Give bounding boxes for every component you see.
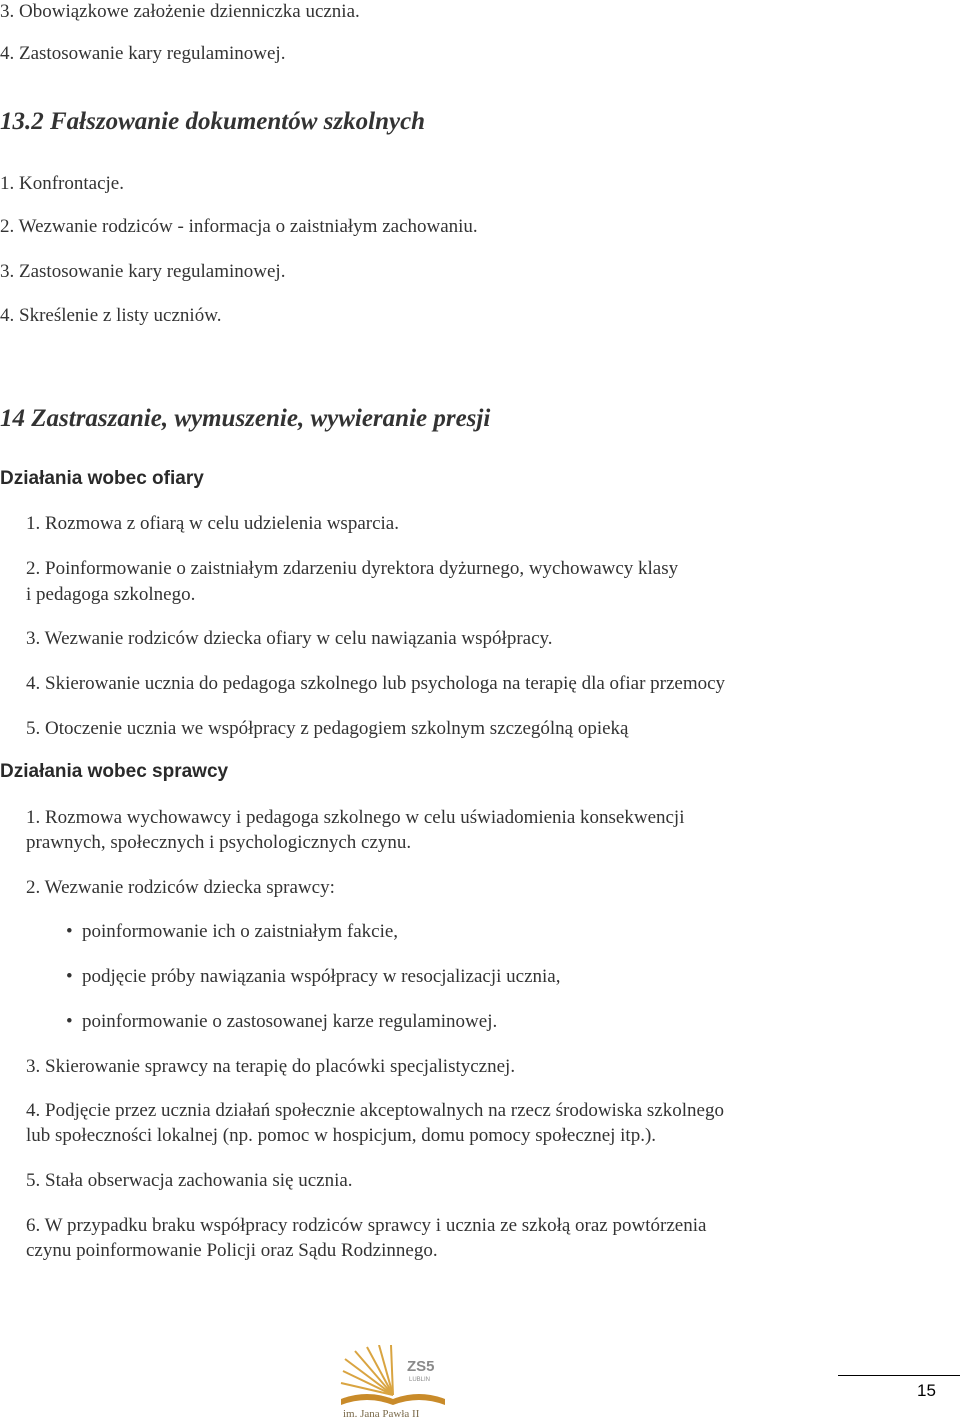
list-item-continuation: czynu poinformowanie Policji oraz Sądu Rodzinnego.: [26, 1240, 438, 1261]
bullet-text: podjęcie próby nawiązania współpracy w resocjalizacji ucznia,: [82, 966, 561, 987]
bullet-icon: •: [66, 921, 73, 942]
list-item-continuation: prawnych, społecznych i psychologicznych czynu.: [26, 832, 412, 853]
list-item: 5. Stała obserwacja zachowania się ucznia.: [26, 1170, 353, 1191]
list-item: 2. Wezwanie rodziców - informacja o zaistniałym zachowaniu.: [0, 216, 478, 237]
list-item: 2. Wezwanie rodziców dziecka sprawcy:: [26, 877, 335, 898]
list-item: 3. Zastosowanie kary regulaminowej.: [0, 261, 286, 282]
bullet-text: poinformowanie o zastosowanej karze regulaminowej.: [82, 1011, 498, 1032]
list-item: 2. Poinformowanie o zaistniałym zdarzeniu dyrektora dyżurnego, wychowawcy klasy: [26, 558, 679, 579]
page-number: 15: [917, 1381, 936, 1400]
list-item: 4. Skreślenie z listy uczniów.: [0, 305, 222, 326]
bullet-icon: •: [66, 966, 73, 987]
bullet-icon: •: [66, 1011, 73, 1032]
school-logo: [333, 1345, 453, 1419]
logo-caption: im. Jana Pawła II: [343, 1408, 420, 1419]
logo-city: LUBLIN: [409, 1377, 431, 1383]
list-item: 3. Obowiązkowe założenie dzienniczka ucznia.: [0, 1, 360, 22]
bullet-item: [66, 966, 560, 988]
list-item: 1. Rozmowa wychowawcy i pedagoga szkolnego w celu uświadomienia konsekwencji: [26, 807, 685, 828]
list-item: 6. W przypadku braku współpracy rodziców sprawcy i ucznia ze szkołą oraz powtórzenia: [26, 1215, 707, 1236]
list-item: 5. Otoczenie ucznia we współpracy z pedagogiem szkolnym szczególną opieką: [26, 718, 629, 739]
section-heading-14: 14 Zastraszanie, wymuszenie, wywieranie presji: [0, 405, 491, 432]
bullet-text: poinformowanie ich o zaistniałym fakcie,: [82, 921, 399, 942]
logo-text: ZS5: [407, 1358, 435, 1375]
bullet-item: [66, 1011, 497, 1033]
list-item: 3. Wezwanie rodziców dziecka ofiary w celu nawiązania współpracy.: [26, 628, 553, 649]
section-heading-13-2: 13.2 Fałszowanie dokumentów szkolnych: [0, 108, 426, 135]
list-item: 4. Zastosowanie kary regulaminowej.: [0, 43, 286, 64]
subheading-perpetrator: Działania wobec sprawcy: [0, 761, 229, 782]
list-item: 3. Skierowanie sprawcy na terapię do placówki specjalistycznej.: [26, 1056, 516, 1077]
list-item-continuation: i pedagoga szkolnego.: [26, 584, 196, 605]
subheading-victim: Działania wobec ofiary: [0, 468, 204, 489]
list-item: 4. Skierowanie ucznia do pedagoga szkolnego lub psychologa na terapię dla ofiar przemocy: [26, 673, 726, 694]
list-item: 1. Konfrontacje.: [0, 173, 124, 194]
list-item: 1. Rozmowa z ofiarą w celu udzielenia wsparcia.: [26, 513, 399, 534]
list-item: 4. Podjęcie przez ucznia działań społecznie akceptowalnych na rzecz środowiska szkolnego: [26, 1100, 724, 1121]
footer-divider: [838, 1375, 960, 1376]
list-item-continuation: lub społeczności lokalnej (np. pomoc w hospicjum, domu pomocy społecznej itp.).: [26, 1125, 657, 1146]
bullet-item: [66, 921, 398, 943]
